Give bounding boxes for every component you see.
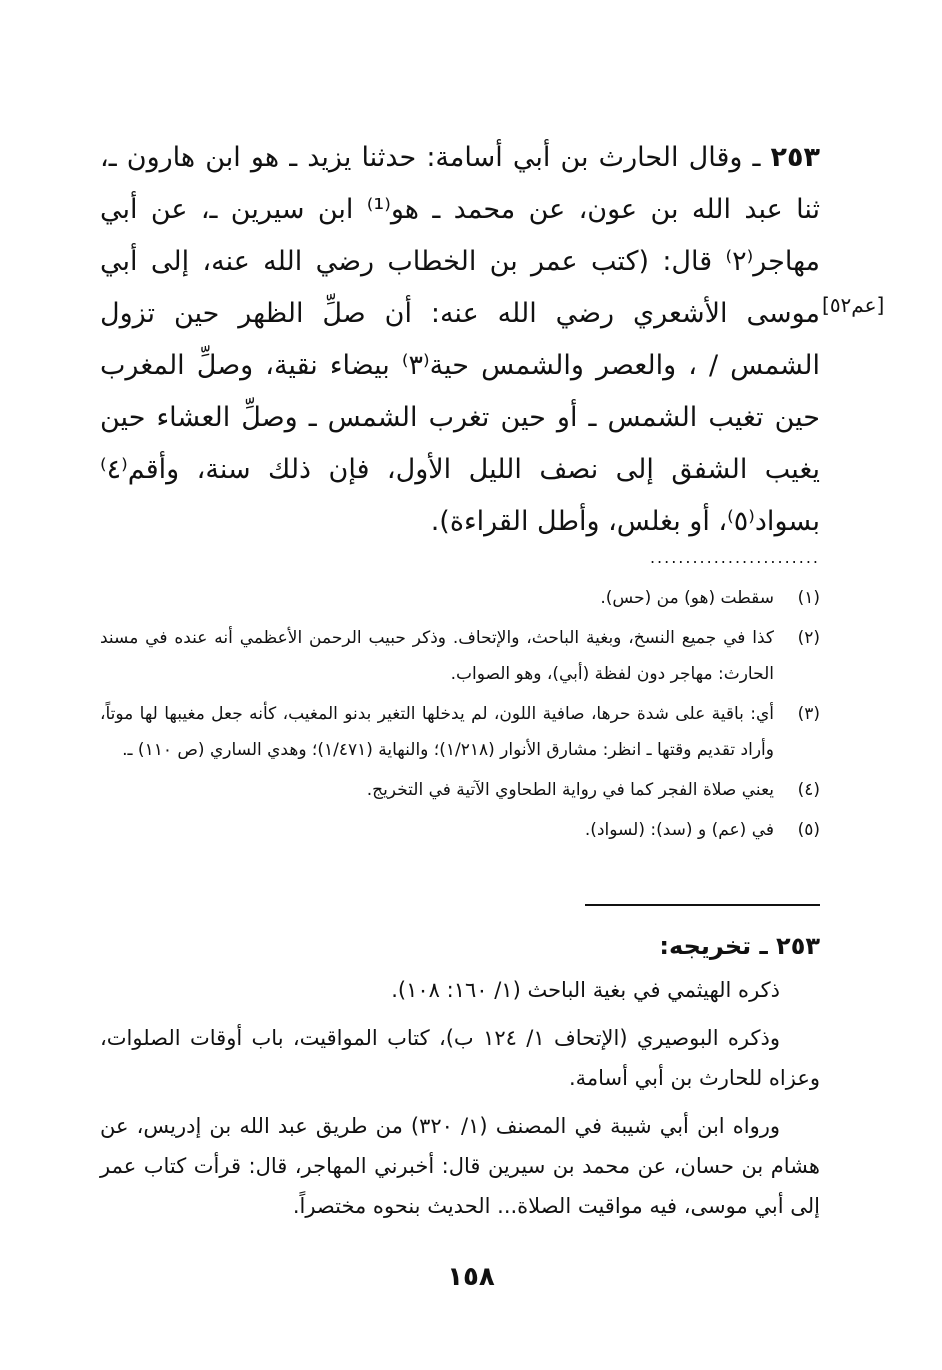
section-divider-line <box>585 904 820 906</box>
footnote-text: كذا في جميع النسخ، وبغية الباحث، والإتحاف. وذكر حبيب الرحمن الأعظمي أنه عنده في مسند الحارث: مهاجر دون لفظة (أبي)، وهو الصواب. <box>100 628 774 684</box>
footnote-4 <box>100 772 820 808</box>
takhrij-paragraph-1: ذكره الهيثمي في بغية الباحث (١/ ١٦٠: ١٠٨). <box>391 978 780 1002</box>
hadith-text-block <box>100 132 820 548</box>
footnote-text: سقطت (هو) من (حس). <box>600 588 774 608</box>
takhrij-paragraph-2: وذكره البوصيري (الإتحاف ١/ ١٢٤ ب)، كتاب المواقيت، باب أوقات الصلوات، وعزاه للحارث بن أبي أسامة. <box>100 1026 820 1090</box>
takhrij-paragraph-3: ورواه ابن أبي شيبة في المصنف (١/ ٣٢٠) من طريق عبد الله بن إدريس، عن هشام بن حسان، عن محمد بن سيرين قال: أخبرني المهاجر، قال: قرأت كتاب عمر إلى أبي موسى، فيه مواقيت الصلاة... الحديث بنحوه مختصراً. <box>100 1114 820 1218</box>
hadith-number: ٢٥٣ <box>770 142 820 173</box>
footnote-mark: (٣) <box>797 704 820 724</box>
footnote-mark: (٢) <box>797 628 820 648</box>
footnote-3 <box>100 696 820 768</box>
footnote-mark: (٤) <box>797 780 820 800</box>
footnote-mark: (٥) <box>797 820 820 840</box>
footnotes-list <box>100 580 820 852</box>
footnote-text: أي: باقية على شدة حرها، صافية اللون، لم يدخلها التغير بدنو المغيب، كأنه جعل مغيبها لها موتاً، وأراد تقديم وقتها ـ انظر: مشارق الأنوار (١/٢١٨)؛ والنهاية (١/٤٧١)؛ وهدي الساري (ص ١١٠) ـ. <box>100 704 774 760</box>
footnote-1 <box>100 580 820 616</box>
takhrij-heading: ٢٥٣ ـ تخريجه: <box>659 932 820 960</box>
footnote-2 <box>100 620 820 692</box>
margin-manuscript-reference: [عم٥٢] <box>822 293 885 317</box>
footnote-separator-dots: ........................ <box>649 548 820 567</box>
footnote-5 <box>100 812 820 848</box>
page-number: ١٥٨ <box>447 1262 495 1292</box>
footnote-text: يعني صلاة الفجر كما في رواية الطحاوي الآتية في التخريج. <box>366 780 774 800</box>
hadith-text: ـ وقال الحارث بن أبي أسامة: حدثنا يزيد ـ هو ابن هارون ـ، ثنا عبد الله بن عون، عن محمد ـ هو⁽¹⁾ ابن سيرين ـ، عن أبي مهاجر⁽٢⁾ قال: (كتب عمر بن الخطاب رضي الله عنه، إلى أبي موسى الأشعري رضي الله عنه: أن صلِّ الظهر حين تزول الشمس / ، والعصر والشمس حية⁽٣⁾ بيضاء نقية، وصلِّ المغرب حين تغيب الشمس ـ أو حين تغرب الشمس ـ وصلِّ العشاء حين يغيب الشفق إلى نصف الليل الأول، فإن ذلك سنة، وأقم⁽٤⁾ بسواد⁽٥⁾، أو بغلس، وأطل القراءة). <box>100 142 820 537</box>
footnote-mark: (١) <box>797 588 820 608</box>
footnote-text: في (عم) و (سد): (لسواد). <box>584 820 774 840</box>
takhrij-body <box>100 970 820 1234</box>
